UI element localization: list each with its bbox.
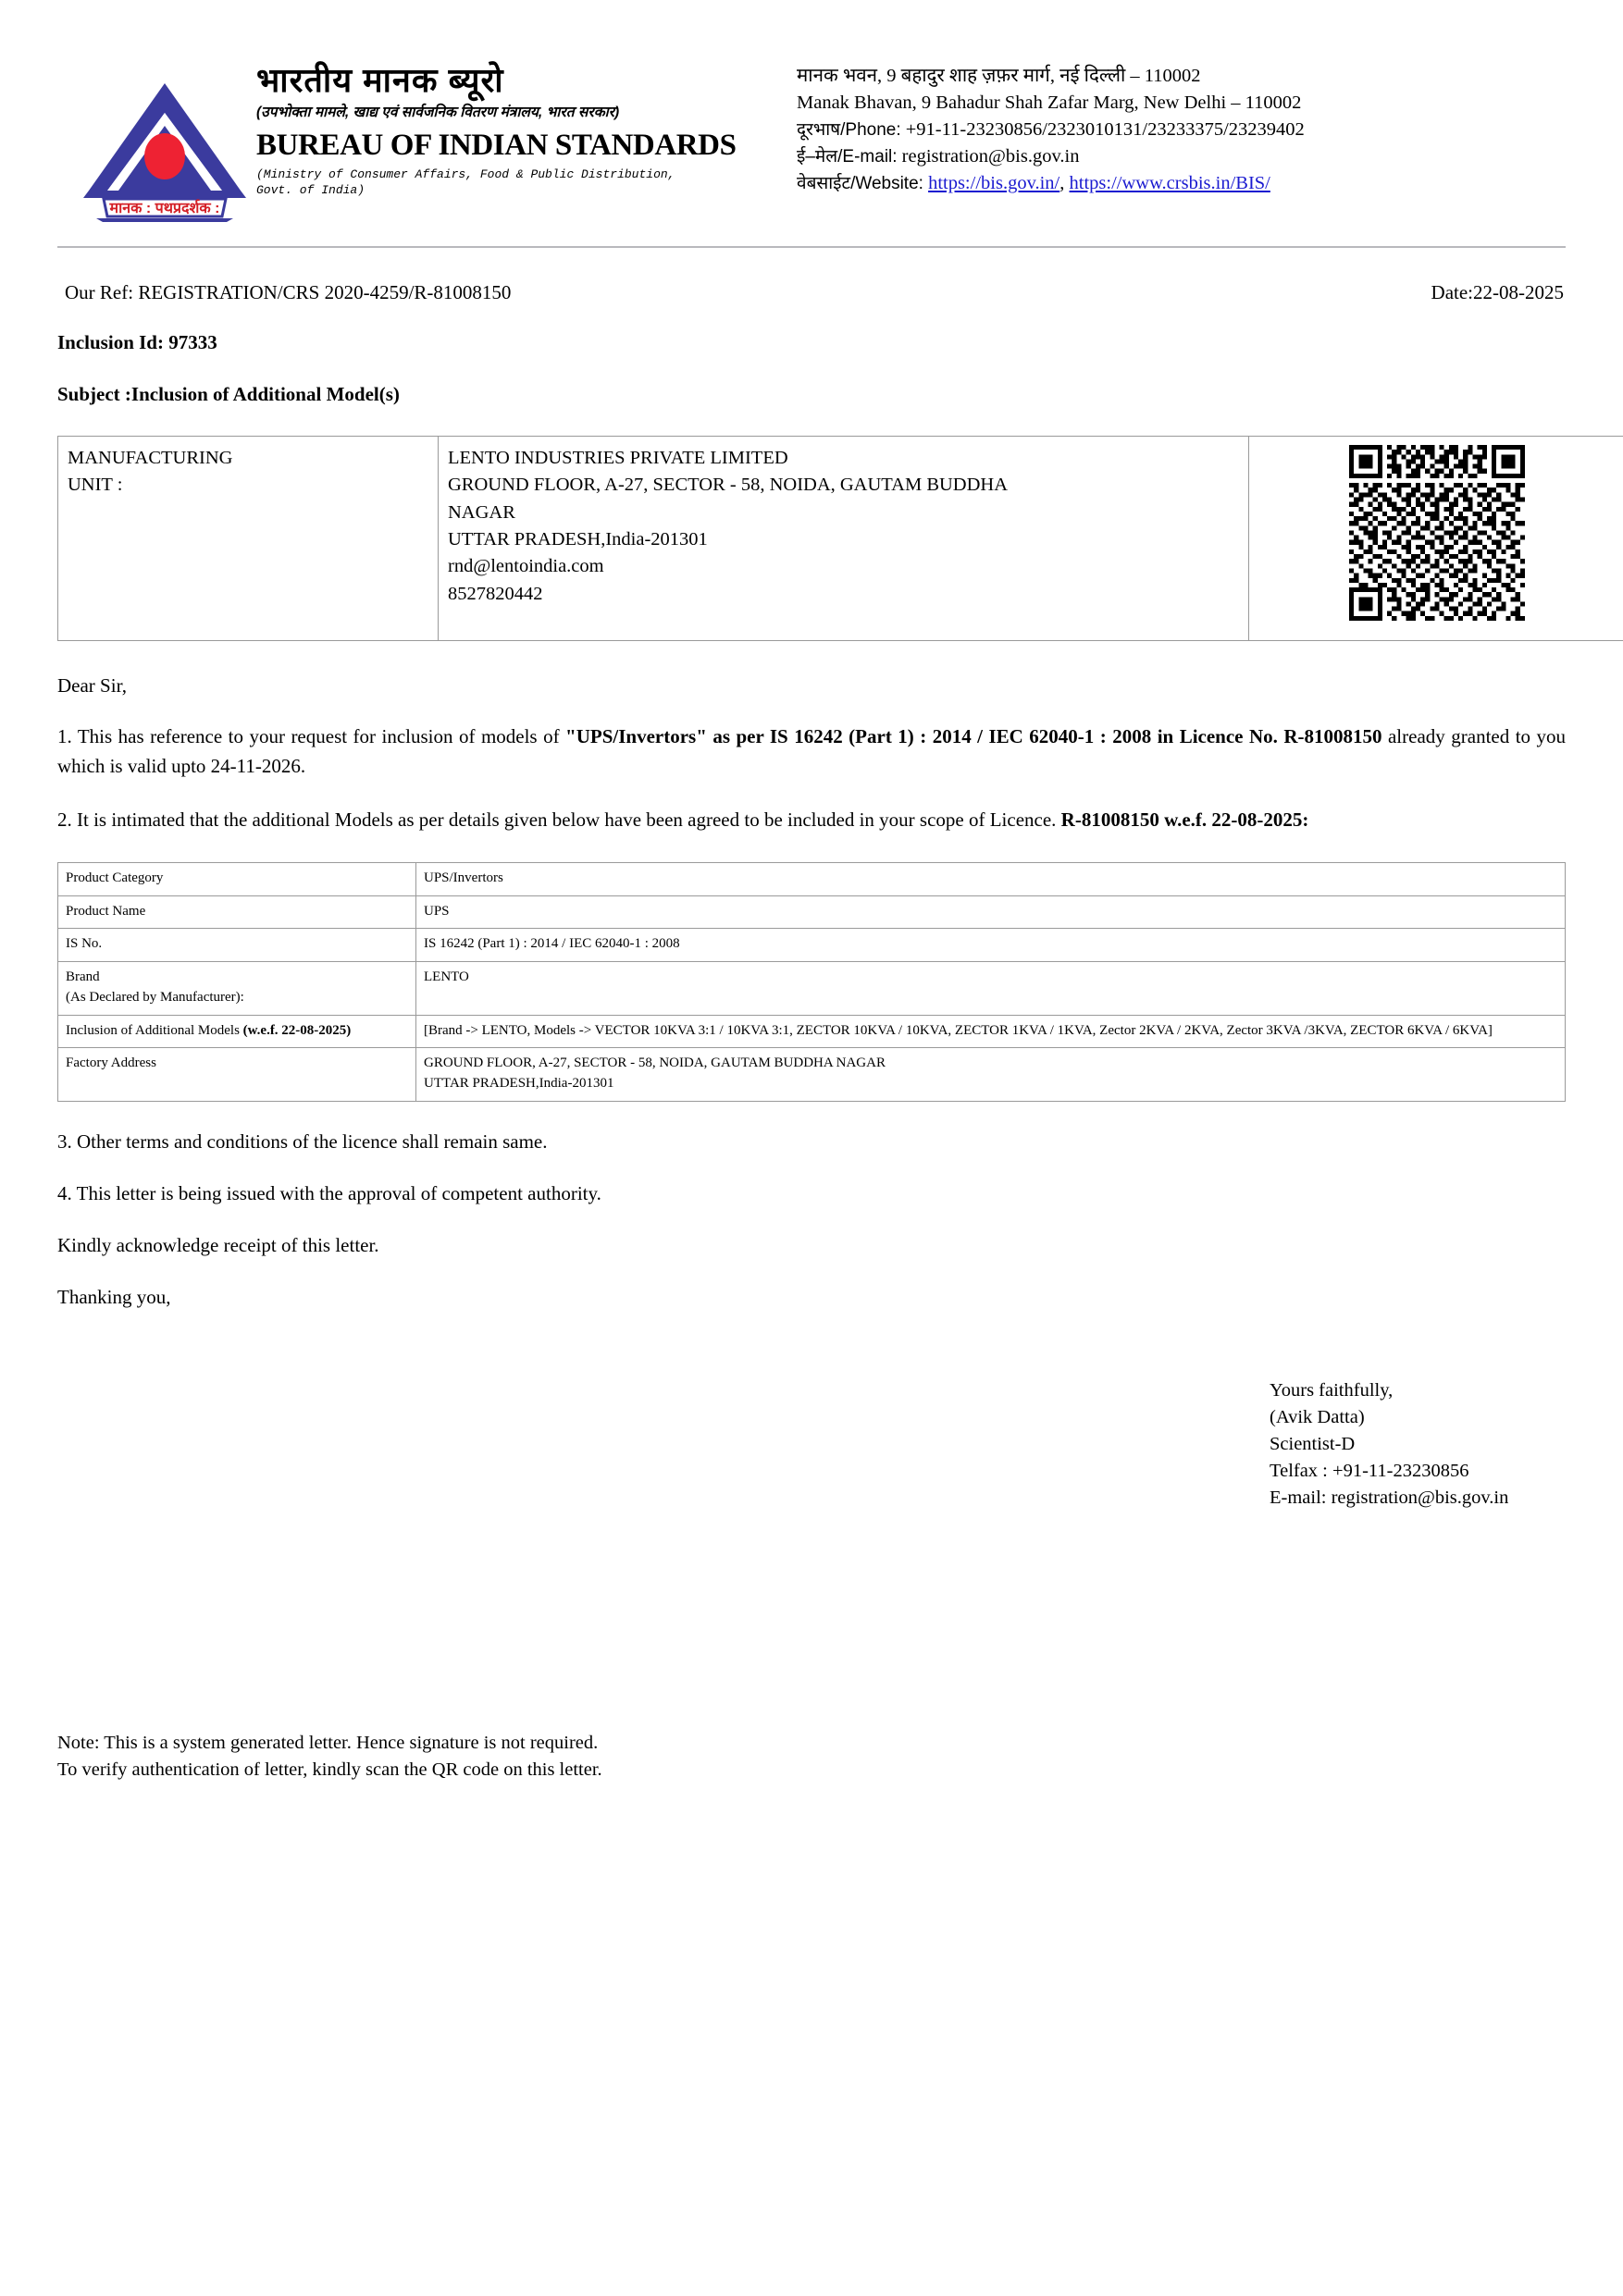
company-phone: 8527820442	[448, 583, 543, 604]
paragraph-1	[57, 722, 1566, 781]
bis-logo-icon	[83, 78, 246, 222]
signature-designation: Scientist-D	[1270, 1434, 1356, 1455]
org-name-hindi: भारतीय मानक ब्यूरो	[256, 61, 504, 99]
paragraph-1-post: already granted to you which is valid upto 24-11-2026.	[57, 725, 1566, 777]
paragraph-3: 3. Other terms and conditions of the licence shall remain same.	[57, 1129, 548, 1153]
acknowledge-line: Kindly acknowledge receipt of this letter.	[57, 1233, 379, 1256]
svg-text:मानक : पथप्रदर्शक :: मानक : पथप्रदर्शक :	[109, 201, 220, 216]
manufacturing-unit-label-line-2: UNIT :	[68, 475, 123, 496]
detail-value-brand: LENTO	[416, 962, 1566, 1016]
website-separator: ,	[1059, 173, 1070, 194]
footer-note-line-1: Note: This is a system generated letter. Hence signature is not required.	[57, 1733, 599, 1754]
our-ref: Our Ref: REGISTRATION/CRS 2020-4259/R-81008150	[65, 281, 512, 303]
detail-key-is-no: IS No.	[58, 929, 416, 962]
org-ministry-line-2: Govt. of India)	[256, 183, 365, 198]
detail-key-brand-line-1: Brand	[66, 969, 100, 985]
phone-label: दूरभाष/Phone:	[797, 120, 901, 141]
detail-key-additional-models-text: Inclusion of Additional Models	[66, 1022, 243, 1038]
salutation: Dear Sir,	[57, 674, 127, 697]
address-hindi: मानक भवन, 9 बहादुर शाह ज़फ़र मार्ग, नई दिल्ली – 110002	[797, 66, 1201, 86]
table-row	[58, 862, 1566, 895]
org-name-english: BUREAU OF INDIAN STANDARDS	[256, 128, 737, 162]
org-ministry-hindi: (उपभोक्ता मामले, खाद्य एवं सार्वजनिक वितरण मंत्रालय, भारत सरकार)	[256, 105, 620, 121]
table-row	[58, 437, 1623, 641]
email-value: registration@bis.gov.in	[901, 146, 1080, 167]
manufacturing-unit-label	[58, 437, 439, 641]
signature-telfax: Telfax : +91-11-23230856	[1270, 1461, 1469, 1482]
table-row	[58, 1015, 1566, 1048]
model-details-table	[57, 862, 1566, 1102]
detail-key-additional-models-wef: (w.e.f. 22-08-2025)	[242, 1022, 352, 1038]
paragraph-1-pre: 1. This has reference to your request for inclusion of models of	[57, 725, 566, 748]
org-ministry-line-1: (Ministry of Consumer Affairs, Food & Public Distribution,	[256, 167, 675, 181]
company-address-line-2: NAGAR	[448, 501, 515, 523]
paragraph-2-pre: 2. It is intimated that the additional Models as per details given below have been agreed to be included in your scope of Licence.	[57, 809, 1061, 832]
paragraph-1-bold: "UPS/Invertors" as per IS 16242 (Part 1) : 2014 / IEC 62040-1 : 2008 in Licence No. R-81008150	[565, 725, 1382, 748]
manufacturing-unit-details	[439, 437, 1249, 641]
signature-block	[1270, 1377, 1566, 1512]
letter-date: Date:22-08-2025	[1431, 281, 1564, 303]
detail-value-additional-models: [Brand -> LENTO, Models -> VECTOR 10KVA 3:1 / 10KVA 3:1, ZECTOR 10KVA / 10KVA, ZECTOR 1KVA / 1KVA, Zector 2KVA / 2KVA, Zector 3KVA /3KVA, ZECTOR 6KVA / 6KVA]	[416, 1015, 1566, 1048]
table-row	[58, 962, 1566, 1016]
address-english: Manak Bhavan, 9 Bahadur Shah Zafar Marg, New Delhi – 110002	[797, 93, 1302, 114]
organization-names	[256, 57, 784, 199]
website-line	[797, 170, 1566, 197]
company-name: LENTO INDUSTRIES PRIVATE LIMITED	[448, 448, 788, 468]
detail-value-product-name: UPS	[416, 895, 1566, 929]
org-ministry-english	[256, 167, 784, 199]
website-link-bis[interactable]: https://bis.gov.in/	[928, 173, 1060, 194]
factory-address-line-1: GROUND FLOOR, A-27, SECTOR - 58, NOIDA, GAUTAM BUDDHA NAGAR	[424, 1055, 886, 1071]
manufacturing-unit-table	[57, 436, 1623, 641]
website-label: वेबसाईट/Website:	[797, 174, 923, 194]
detail-key-product-category: Product Category	[58, 862, 416, 895]
footer-note	[57, 1730, 1566, 1784]
email-label: ई–मेल/E-mail:	[797, 147, 898, 167]
factory-address-line-2: UTTAR PRADESH,India-201301	[424, 1076, 614, 1092]
signature-email: E-mail: registration@bis.gov.in	[1270, 1487, 1509, 1509]
footer-note-line-2: To verify authentication of letter, kindly scan the QR code on this letter.	[57, 1759, 602, 1781]
table-row	[58, 929, 1566, 962]
detail-key-brand-line-2: (As Declared by Manufacturer):	[66, 989, 244, 1005]
manufacturing-unit-label-line-1: MANUFACTURING	[68, 448, 233, 468]
reference-row	[57, 281, 1566, 304]
website-link-crsbis[interactable]: https://www.crsbis.in/BIS/	[1069, 173, 1270, 194]
table-row	[58, 1048, 1566, 1102]
document-content	[57, 57, 1566, 1784]
phone-line	[797, 117, 1566, 143]
detail-value-factory-address	[416, 1048, 1566, 1102]
subject-line: Subject :Inclusion of Additional Model(s)	[57, 383, 400, 405]
company-email: rnd@lentoindia.com	[448, 556, 604, 577]
inclusion-id: Inclusion Id: 97333	[57, 331, 217, 353]
detail-key-brand	[58, 962, 416, 1016]
detail-value-is-no: IS 16242 (Part 1) : 2014 / IEC 62040-1 : 2008	[416, 929, 1566, 962]
detail-key-product-name: Product Name	[58, 895, 416, 929]
paragraph-2-bold: R-81008150 w.e.f. 22-08-2025:	[1060, 809, 1309, 832]
company-address-line-3: UTTAR PRADESH,India-201301	[448, 528, 708, 549]
letterhead	[57, 57, 1566, 222]
email-line	[797, 143, 1566, 170]
header-divider	[57, 246, 1566, 248]
table-row	[58, 895, 1566, 929]
detail-key-factory-address: Factory Address	[58, 1048, 416, 1102]
phone-value: +91-11-23230856/2323010131/23233375/23239402	[905, 119, 1305, 141]
company-address-line-1: GROUND FLOOR, A-27, SECTOR - 58, NOIDA, GAUTAM BUDDHA	[448, 475, 1009, 496]
detail-value-product-category: UPS/Invertors	[416, 862, 1566, 895]
bis-logo-container	[57, 57, 256, 222]
paragraph-2	[57, 806, 1566, 835]
paragraph-4: 4. This letter is being issued with the approval of competent authority.	[57, 1181, 601, 1204]
signature-name: (Avik Datta)	[1270, 1406, 1365, 1427]
detail-key-additional-models	[58, 1015, 416, 1048]
signature-yours-faithfully: Yours faithfully,	[1270, 1379, 1394, 1401]
header-contact-details	[784, 57, 1566, 198]
thanking-line: Thanking you,	[57, 1285, 171, 1308]
qr-code-icon	[1349, 445, 1525, 621]
qr-code-cell	[1249, 437, 1623, 641]
